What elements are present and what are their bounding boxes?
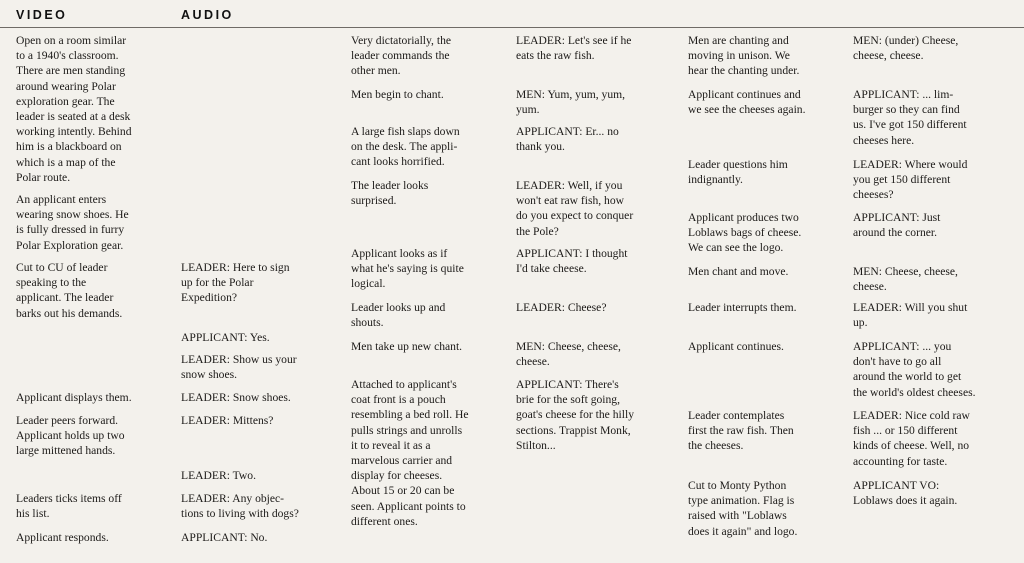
audio-line: APPLICANT: I thought I'd take cheese. [516,247,628,276]
video-cue: A large fish slaps down on the desk. The appli- cant looks horrified. [351,125,460,169]
video-cue: Applicant continues. [688,340,784,353]
audio-line: LEADER: Two. [181,469,256,482]
audio-line: MEN: (under) Cheese, cheese, cheese. [853,34,959,63]
video-column-header: VIDEO [16,8,68,22]
audio-line: APPLICANT: ... you don't have to go all around the world to get the world's oldest cheeses. [853,340,976,399]
header-rule [0,27,1024,28]
audio-line: LEADER: Here to sign up for the Polar Expedition? [181,261,290,305]
audio-line: APPLICANT: There's brie for the soft going, goat's cheese for the hilly sections. Trappist Monk, Stilton... [516,378,634,452]
video-cue: Men take up new chant. [351,340,463,353]
video-cue: The leader looks surprised. [351,179,429,208]
video-cue: Men chant and move. [688,265,789,278]
audio-line: LEADER: Show us your snow shoes. [181,353,297,382]
audio-column-header: AUDIO [181,8,234,22]
video-cue: Leader questions him indignantly. [688,158,788,187]
video-cue: Attached to applicant's coat front is a pouch resembling a bed roll. He pulls strings and unrolls it to reveal it as a marvelous carrier and display for cheeses. About 15 or 20 can be seen. Applicant points to different ones. [351,378,469,528]
audio-line: APPLICANT VO: Loblaws does it again. [853,479,958,508]
audio-line: APPLICANT: Yes. [181,331,270,344]
video-cue: Leader contemplates first the raw fish. Then the cheeses. [688,409,794,453]
video-cue: Applicant looks as if what he's saying is quite logical. [351,247,464,291]
audio-line: LEADER: Nice cold raw fish ... or 150 different kinds of cheese. Well, no accounting for taste. [853,409,970,468]
video-cue: Applicant responds. [16,531,109,544]
video-cue: Applicant produces two Loblaws bags of cheese. We can see the logo. [688,211,802,255]
video-cue: Leader interrupts them. [688,301,797,314]
audio-line: LEADER: Mittens? [181,414,274,427]
audio-line: LEADER: Well, if you won't eat raw fish, how do you expect to conquer the Pole? [516,179,634,238]
video-cue: Cut to Monty Python type animation. Flag is raised with "Loblaws does it again" and logo. [688,479,798,538]
audio-line: APPLICANT: Er... no thank you. [516,125,619,154]
audio-line: MEN: Yum, yum, yum, yum. [516,88,626,117]
video-cue: Leader looks up and shouts. [351,301,446,330]
audio-line: LEADER: Where would you get 150 different cheeses? [853,158,968,202]
audio-line: LEADER: Any objec- tions to living with dogs? [181,492,299,521]
audio-line: APPLICANT: No. [181,531,268,544]
video-cue: Men are chanting and moving in unison. We hear the chanting under. [688,34,800,78]
video-cue: Leader peers forward. Applicant holds up two large mittened hands. [16,414,125,458]
audio-line: APPLICANT: ... lim- burger so they can find us. I've got 150 different cheeses here. [853,88,967,147]
video-cue: Cut to CU of leader speaking to the applicant. The leader barks out his demands. [16,261,123,320]
audio-line: LEADER: Cheese? [516,301,607,314]
audio-line: LEADER: Snow shoes. [181,391,291,404]
audio-line: APPLICANT: Just around the corner. [853,211,941,240]
video-cue: Applicant continues and we see the cheeses again. [688,88,806,117]
video-cue: Men begin to chant. [351,88,444,101]
video-cue: Open on a room similar to a 1940's classroom. There are men standing around wearing Polar exploration gear. The leader is seated at a desk working intently. Behind him is a blackboard on which is a map of the Polar route. [16,34,132,184]
video-cue: Applicant displays them. [16,391,132,404]
video-cue: Very dictatorially, the leader commands the other men. [351,34,452,78]
audio-line: LEADER: Will you shut up. [853,301,968,330]
video-cue: An applicant enters wearing snow shoes. He is fully dressed in furry Polar Exploration gear. [16,193,129,252]
video-cue: Leaders ticks items off his list. [16,492,122,521]
audio-line: MEN: Cheese, cheese, cheese. [516,340,621,369]
audio-line: LEADER: Let's see if he eats the raw fish. [516,34,632,63]
audio-line: MEN: Cheese, cheese, cheese. [853,265,958,294]
